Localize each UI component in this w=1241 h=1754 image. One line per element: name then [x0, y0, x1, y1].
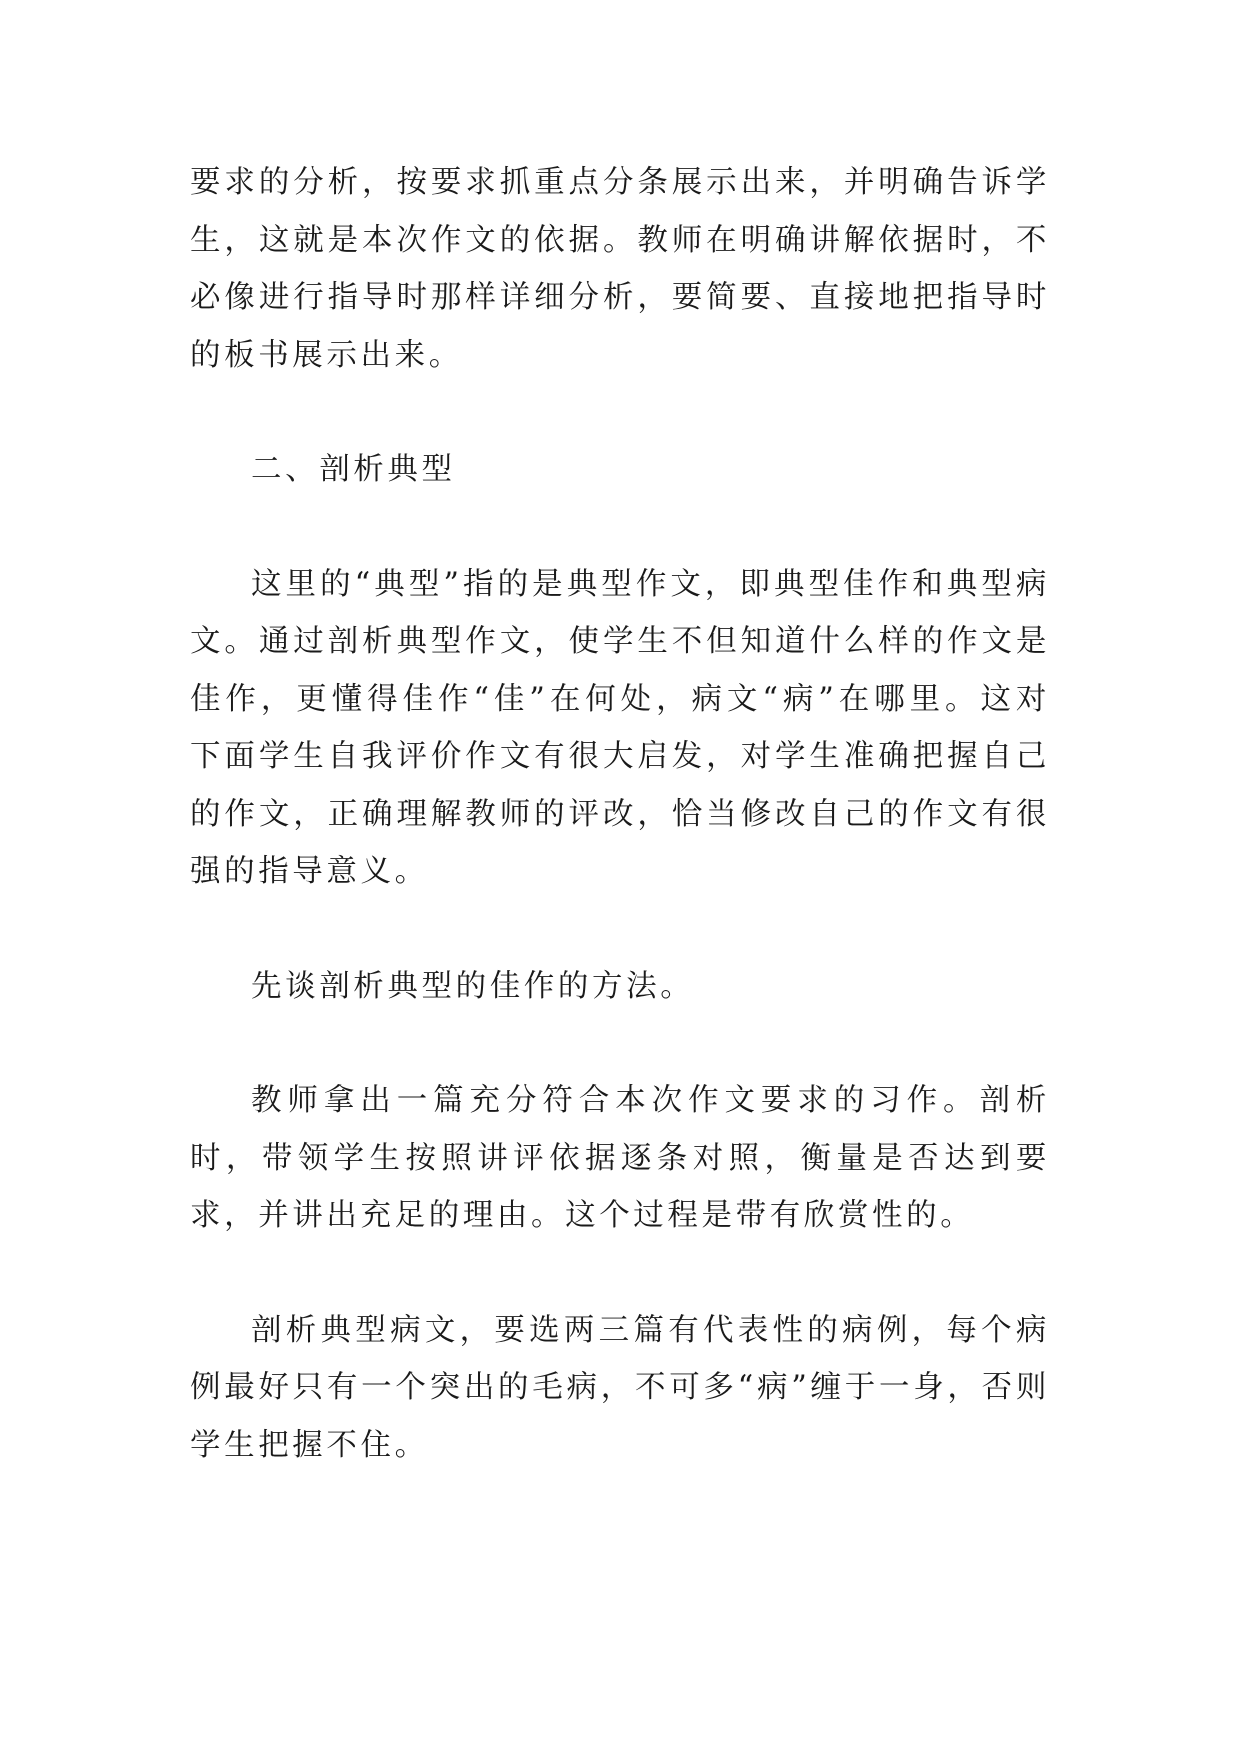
paragraph-flawed-essay-analysis: 剖析典型病文，要选两三篇有代表性的病例，每个病例最好只有一个突出的毛病，不可多“病”缠于一身，否则学生把握不住。 [190, 1312, 1050, 1463]
paragraph-typical-definition: 这里的“典型”指的是典型作文，即典型佳作和典型病文。通过剖析典型作文，使学生不但知道什么样的作文是佳作，更懂得佳作“佳”在何处，病文“病”在哪里。这对下面学生自我评价作文有很大启发，对学生准确把握自己的作文，正确理解教师的评改，恰当修改自己的作文有很强的指导意义。 [190, 566, 1050, 889]
paragraph-good-essay-analysis: 教师拿出一篇充分符合本次作文要求的习作。剖析时，带领学生按照讲评依据逐条对照，衡量是否达到要求，并讲出充足的理由。这个过程是带有欣赏性的。 [190, 1083, 1050, 1233]
paragraph-continuation: 要求的分析，按要求抓重点分条展示出来，并明确告诉学生，这就是本次作文的依据。教师在明确讲解依据时，不必像进行指导时那样详细分析，要简要、直接地把指导时的板书展示出来。 [190, 165, 1050, 373]
document-body [190, 154, 1050, 1474]
paragraph-method-intro: 先谈剖析典型的佳作的方法。 [251, 968, 695, 1004]
section-heading: 二、剖析典型 [251, 452, 456, 487]
